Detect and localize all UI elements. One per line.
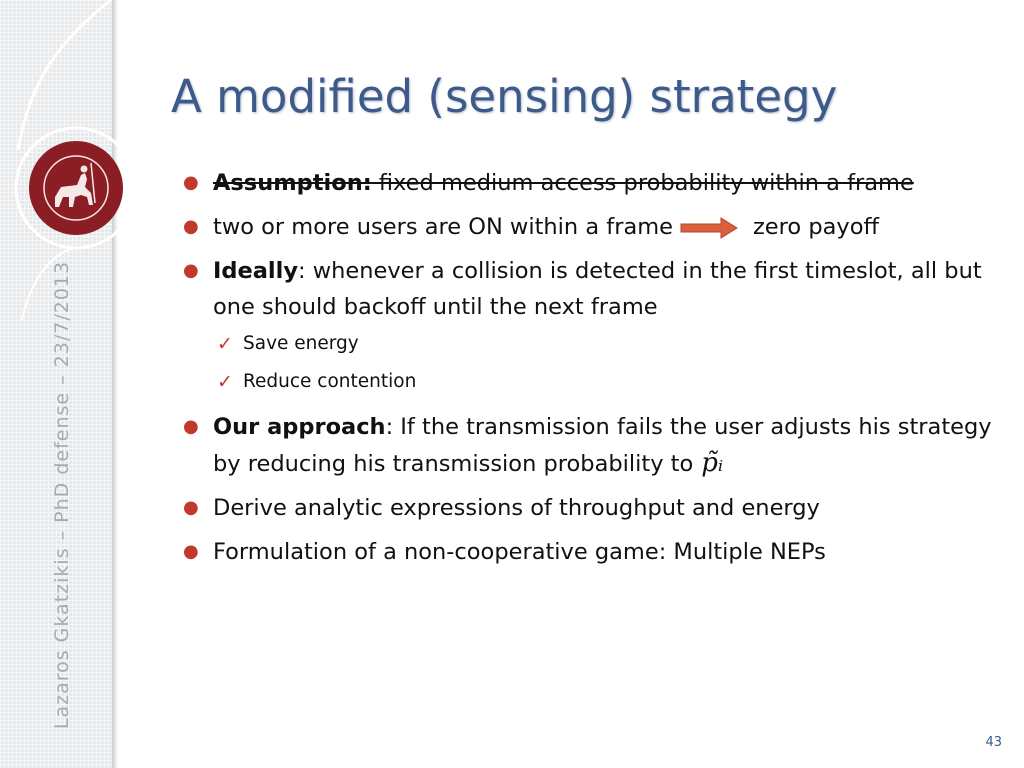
- bullet-game: [183, 534, 998, 570]
- bullet-text-after-arrow: zero payoff: [753, 214, 879, 240]
- sub-item-text: Reduce contention: [243, 371, 417, 392]
- bullet-collision: [183, 209, 998, 245]
- right-arrow-icon: [679, 216, 739, 240]
- presenter-footer-text: Lazaros Gkatzikis – PhD defense – 23/7/2013: [51, 260, 73, 730]
- bullet-text: : whenever a collision is detected in the first timeslot, all but one should backoff until the next frame: [213, 258, 982, 320]
- bullet-approach: [183, 409, 998, 482]
- bullet-list: [183, 165, 998, 570]
- bullet-bold-label: Our approach: [213, 414, 386, 440]
- sub-item-save-energy: [183, 325, 998, 363]
- math-symbol: p̃ᵢ: [701, 448, 724, 478]
- slide-title: A modified (sensing) strategy: [171, 70, 838, 123]
- bullet-ideally: [183, 253, 998, 325]
- bullet-dot-icon: ●: [183, 172, 199, 193]
- bullet-text: Derive analytic expressions of throughput and energy: [213, 495, 820, 521]
- bullet-assumption: [183, 165, 998, 201]
- bullet-text: two or more users are ON within a frame: [213, 214, 673, 240]
- bullet-dot-icon: ●: [183, 541, 199, 562]
- bullet-derive: [183, 490, 998, 526]
- bullet-dot-icon: ●: [183, 416, 199, 437]
- bullet-bold-label: Ideally: [213, 258, 299, 284]
- bullet-text: Formulation of a non-cooperative game: Multiple NEPs: [213, 539, 826, 565]
- struck-assumption-text: [213, 170, 914, 196]
- bullet-dot-icon: ●: [183, 260, 199, 281]
- bullet-text: : If the transmission fails the user adjusts his strategy by reducing his transmission probability to: [213, 414, 992, 477]
- bullet-dot-icon: ●: [183, 216, 199, 237]
- centaur-logo-icon: [29, 141, 123, 235]
- sub-item-text: Save energy: [243, 333, 359, 354]
- bullet-text: fixed medium access probability within a frame: [371, 170, 914, 196]
- page-number: 43: [985, 735, 1002, 750]
- checkmark-icon: ✓: [217, 333, 233, 355]
- bullet-dot-icon: ●: [183, 497, 199, 518]
- checkmark-icon: ✓: [217, 371, 233, 393]
- bullet-bold-label: Assumption:: [213, 170, 372, 196]
- sub-item-reduce-contention: [183, 363, 998, 401]
